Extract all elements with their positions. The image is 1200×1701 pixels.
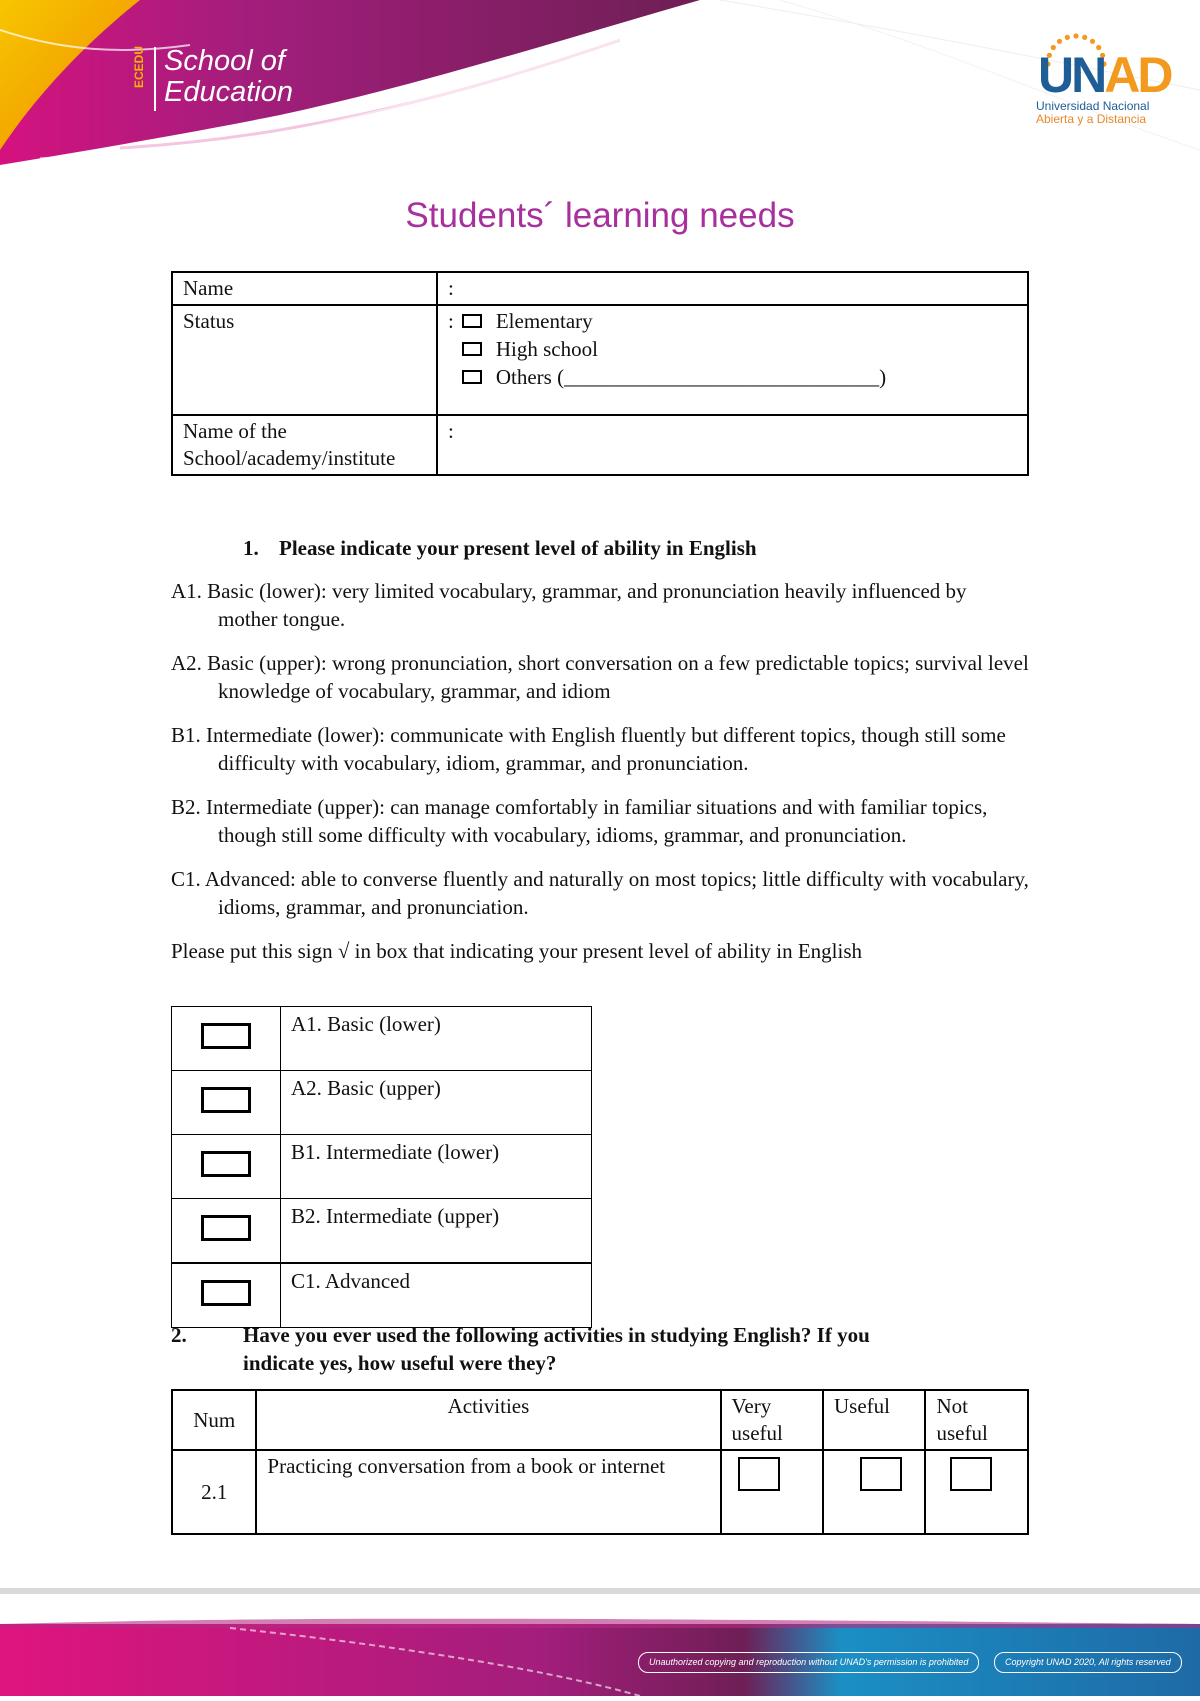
column-header-very-useful: Very useful xyxy=(721,1390,823,1450)
table-row xyxy=(172,1450,1028,1534)
column-header-activities: Activities xyxy=(256,1390,720,1450)
column-header-useful: Useful xyxy=(823,1390,925,1450)
level-row-b2 xyxy=(172,1199,592,1264)
school-of-education-label: School of Education xyxy=(164,45,293,108)
unad-logo xyxy=(1030,28,1170,138)
status-option-others[interactable]: Others (______________________________) xyxy=(448,364,1017,392)
question-1-heading: 1. Please indicate your present level of ability in English xyxy=(243,536,757,560)
level-row-a1 xyxy=(172,1007,592,1071)
useful-cell xyxy=(823,1450,925,1534)
level-instruction: Please put this sign √ in box that indicating your present level of ability in English xyxy=(171,939,863,963)
level-b1-checkbox[interactable] xyxy=(201,1151,251,1177)
not-useful-checkbox[interactable] xyxy=(950,1457,992,1491)
footer-notice: Unauthorized copying and reproduction without UNAD's permission is prohibited xyxy=(638,1652,979,1673)
level-b2-checkbox[interactable] xyxy=(201,1215,251,1241)
activity-description: Practicing conversation from a book or internet xyxy=(256,1450,720,1534)
level-description-b1: B1. Intermediate (lower): communicate with English fluently but different topics, though still some difficulty with vocabulary, idiom, grammar, and pronunciation. xyxy=(171,723,1006,775)
logo-wordmark: UNAD xyxy=(1038,47,1171,103)
level-row-b1 xyxy=(172,1135,592,1199)
activity-num: 2.1 xyxy=(172,1450,256,1534)
ecedu-vertical-label: ECEDU xyxy=(131,46,146,89)
level-description-a1: A1. Basic (lower): very limited vocabulary, grammar, and pronunciation heavily influenced by mother tongue. xyxy=(171,579,967,631)
logo-dot xyxy=(1057,39,1062,44)
logo-dot xyxy=(1073,33,1078,38)
very-useful-checkbox[interactable] xyxy=(738,1457,780,1491)
high-school-checkbox[interactable] xyxy=(462,342,482,356)
logo-subtitle-1: Universidad Nacional xyxy=(1036,99,1150,113)
question-2-heading: 2. Have you ever used the following activities in studying English? If you indicate yes, how useful were they? xyxy=(171,1323,870,1375)
level-descriptions xyxy=(171,577,1031,965)
status-field xyxy=(437,305,1028,415)
logo-dot xyxy=(1065,35,1070,40)
footer-wave-graphic xyxy=(0,1588,1200,1696)
useful-checkbox[interactable] xyxy=(860,1457,902,1491)
level-label: C1. Advanced xyxy=(281,1263,592,1328)
level-c1-checkbox[interactable] xyxy=(201,1280,251,1306)
level-row-c1 xyxy=(172,1263,592,1328)
name-field[interactable]: : xyxy=(437,272,1028,305)
status-option-high-school[interactable]: High school xyxy=(448,336,1017,364)
level-label: A1. Basic (lower) xyxy=(281,1007,592,1071)
school-name-field[interactable]: : xyxy=(437,415,1028,475)
header-band xyxy=(0,0,1200,200)
level-description-b2: B2. Intermediate (upper): can manage comfortably in familiar situations and with familiar topics, though still some difficulty with vocabulary, idioms, grammar, and pronunciation. xyxy=(171,795,988,847)
elementary-checkbox[interactable] xyxy=(462,314,482,328)
level-label: B1. Intermediate (lower) xyxy=(281,1135,592,1199)
others-checkbox[interactable] xyxy=(462,370,482,384)
logo-dot xyxy=(1090,39,1095,44)
level-row-a2 xyxy=(172,1071,592,1135)
column-header-not-useful: Not useful xyxy=(925,1390,1028,1450)
name-label: Name xyxy=(172,272,437,305)
footer-band xyxy=(0,1588,1200,1696)
activities-header-row xyxy=(172,1390,1028,1450)
level-checklist-table xyxy=(171,1006,592,1328)
school-divider xyxy=(154,47,156,111)
not-useful-cell xyxy=(925,1450,1028,1534)
student-info-table xyxy=(171,271,1029,476)
footer-copyright: Copyright UNAD 2020, All rights reserved xyxy=(994,1652,1182,1673)
very-useful-cell xyxy=(721,1450,823,1534)
level-label: B2. Intermediate (upper) xyxy=(281,1199,592,1264)
level-a1-checkbox[interactable] xyxy=(201,1023,251,1049)
activities-table xyxy=(171,1389,1029,1535)
status-option-elementary[interactable]: : Elementary xyxy=(448,309,593,333)
school-name-label: Name of the School/academy/institute xyxy=(172,415,437,475)
level-a2-checkbox[interactable] xyxy=(201,1087,251,1113)
level-description-a2: A2. Basic (upper): wrong pronunciation, short conversation on a few predictable topics; survival level knowledge of vocabulary, grammar, and idiom xyxy=(171,651,1029,703)
page-title: Students´ learning needs xyxy=(405,196,795,235)
logo-dot xyxy=(1082,35,1087,40)
column-header-num: Num xyxy=(172,1390,256,1450)
status-label: Status xyxy=(172,305,437,415)
logo-subtitle-2: Abierta y a Distancia xyxy=(1036,112,1147,126)
level-label: A2. Basic (upper) xyxy=(281,1071,592,1135)
level-description-c1: C1. Advanced: able to converse fluently and naturally on most topics; little difficulty with vocabulary, idioms, grammar, and pronunciation. xyxy=(171,867,1029,919)
